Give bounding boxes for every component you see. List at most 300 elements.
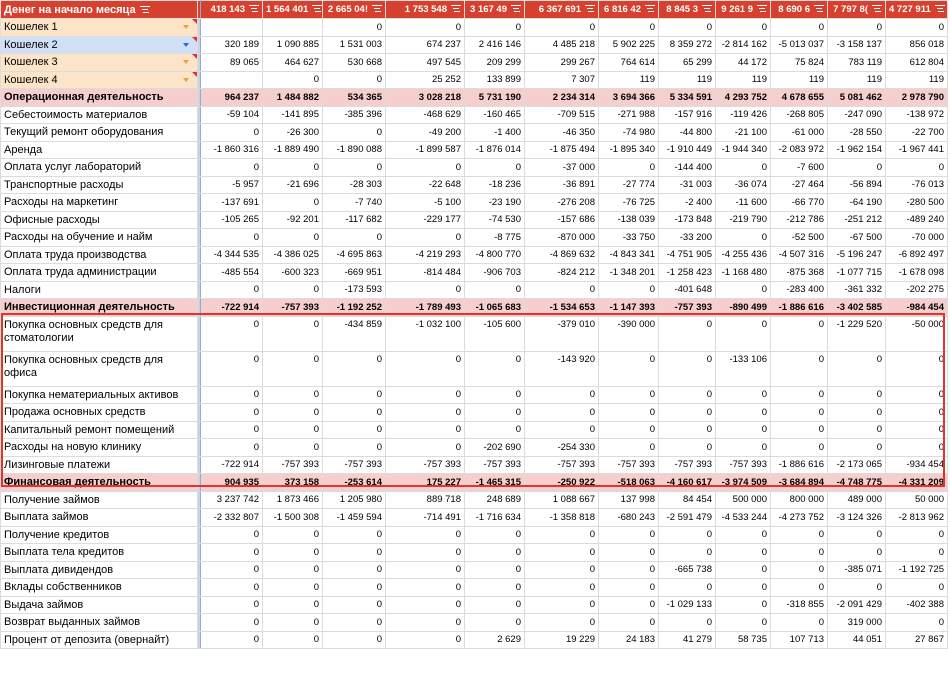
table-cell[interactable]: 0 [323,71,386,89]
table-cell[interactable]: 5 731 190 [465,89,525,107]
table-cell[interactable]: -36 074 [716,176,771,194]
table-cell[interactable]: 0 [386,229,465,247]
table-cell[interactable]: -219 790 [716,211,771,229]
table-cell[interactable]: -4 331 209 [886,474,948,492]
table-cell[interactable]: -1 789 493 [386,299,465,317]
table-cell[interactable]: 856 018 [886,36,948,54]
table-cell[interactable]: 0 [525,561,599,579]
table-cell[interactable]: 0 [323,614,386,632]
table-cell[interactable]: 0 [659,351,716,386]
table-cell[interactable]: -1 716 634 [465,509,525,527]
table-cell[interactable]: 0 [525,19,599,37]
table-cell[interactable]: 84 454 [659,491,716,509]
table-cell[interactable]: 0 [263,439,323,457]
table-cell[interactable]: 0 [525,544,599,562]
table-cell[interactable]: 0 [386,579,465,597]
table-cell[interactable]: 50 000 [886,491,948,509]
table-cell[interactable]: -6 892 497 [886,246,948,264]
table-cell[interactable]: 0 [263,71,323,89]
table-cell[interactable]: -31 003 [659,176,716,194]
table-cell[interactable]: -1 032 100 [386,316,465,351]
table-cell[interactable]: -3 124 326 [828,509,886,527]
table-cell[interactable]: -757 393 [659,456,716,474]
filter-icon[interactable] [372,5,382,13]
table-cell[interactable]: -757 393 [716,456,771,474]
table-cell[interactable]: 0 [323,631,386,649]
table-cell[interactable]: 2 978 790 [886,89,948,107]
table-cell[interactable]: 0 [716,316,771,351]
table-cell[interactable]: 0 [386,281,465,299]
row-label[interactable]: Расходы на обучение и найм [1,229,198,247]
row-label[interactable]: Возврат выданных займов [1,614,198,632]
table-cell[interactable]: -757 393 [323,456,386,474]
table-cell[interactable]: -1 258 423 [659,264,716,282]
table-cell[interactable]: 3 237 742 [201,491,263,509]
table-cell[interactable]: 0 [659,579,716,597]
table-cell[interactable]: -1 500 308 [263,509,323,527]
table-cell[interactable]: 0 [599,579,659,597]
table-cell[interactable]: -105 600 [465,316,525,351]
table-cell[interactable]: 2 234 314 [525,89,599,107]
row-label[interactable]: Расходы на новую клинику [1,439,198,457]
row-label[interactable]: Выплата тела кредитов [1,544,198,562]
table-cell[interactable]: 4 293 752 [716,89,771,107]
table-cell[interactable]: 0 [828,404,886,422]
filter-icon[interactable] [935,5,945,13]
header-balance-cell[interactable] [599,1,659,19]
table-cell[interactable]: 0 [201,316,263,351]
table-cell[interactable]: 0 [659,439,716,457]
table-cell[interactable]: 0 [263,281,323,299]
table-cell[interactable]: 41 279 [659,631,716,649]
table-cell[interactable]: -1 192 725 [886,561,948,579]
table-cell[interactable]: -76 725 [599,194,659,212]
table-cell[interactable]: 319 000 [828,614,886,632]
table-cell[interactable]: 612 804 [886,54,948,72]
table-cell[interactable]: 0 [323,596,386,614]
table-cell[interactable]: -402 388 [886,596,948,614]
table-cell[interactable]: 119 [828,71,886,89]
row-label[interactable]: Текущий ремонт оборудования [1,124,198,142]
table-cell[interactable]: 0 [465,404,525,422]
table-cell[interactable]: 0 [716,19,771,37]
table-cell[interactable]: -52 500 [771,229,828,247]
table-cell[interactable]: -390 000 [599,316,659,351]
wallet-label-cell[interactable] [1,36,198,54]
table-cell[interactable]: 0 [771,404,828,422]
table-cell[interactable]: 0 [886,386,948,404]
row-label[interactable]: Покупка основных средств для офиса [1,351,198,386]
table-cell[interactable]: 373 158 [263,474,323,492]
table-cell[interactable]: -934 454 [886,456,948,474]
table-cell[interactable]: -722 914 [201,299,263,317]
table-cell[interactable]: -2 173 065 [828,456,886,474]
table-cell[interactable]: -173 593 [323,281,386,299]
table-cell[interactable]: -1 065 683 [465,299,525,317]
table-cell[interactable]: 0 [201,386,263,404]
table-cell[interactable]: 0 [599,386,659,404]
table-cell[interactable]: -2 083 972 [771,141,828,159]
table-cell[interactable]: 137 998 [599,491,659,509]
table-cell[interactable]: 0 [263,544,323,562]
table-cell[interactable]: 119 [716,71,771,89]
table-cell[interactable]: 0 [659,19,716,37]
table-cell[interactable]: -229 177 [386,211,465,229]
table-cell[interactable]: -1 147 393 [599,299,659,317]
table-cell[interactable]: 248 689 [465,491,525,509]
table-cell[interactable]: 0 [465,561,525,579]
table-cell[interactable]: 0 [599,596,659,614]
table-cell[interactable]: 0 [716,596,771,614]
table-cell[interactable]: -318 855 [771,596,828,614]
table-cell[interactable]: 0 [771,316,828,351]
table-cell[interactable]: -1 860 316 [201,141,263,159]
table-cell[interactable]: -669 951 [323,264,386,282]
table-cell[interactable]: 0 [386,631,465,649]
table-cell[interactable]: 0 [386,596,465,614]
table-cell[interactable]: -76 013 [886,176,948,194]
table-cell[interactable]: 0 [201,421,263,439]
table-cell[interactable]: -824 212 [525,264,599,282]
table-cell[interactable]: -1 029 133 [659,596,716,614]
table-cell[interactable]: 0 [263,596,323,614]
table-cell[interactable]: -1 678 098 [886,264,948,282]
table-cell[interactable]: 0 [716,229,771,247]
table-cell[interactable]: 0 [828,421,886,439]
table-cell[interactable]: 764 614 [599,54,659,72]
table-cell[interactable]: -33 200 [659,229,716,247]
table-cell[interactable]: 0 [386,421,465,439]
table-cell[interactable]: -22 648 [386,176,465,194]
table-cell[interactable]: 0 [599,561,659,579]
table-cell[interactable]: 0 [323,579,386,597]
table-cell[interactable]: 119 [771,71,828,89]
table-cell[interactable]: 0 [386,19,465,37]
table-cell[interactable]: 0 [525,526,599,544]
table-cell[interactable]: 0 [716,544,771,562]
table-cell[interactable]: -133 106 [716,351,771,386]
table-cell[interactable]: -485 554 [201,264,263,282]
table-cell[interactable]: 119 [599,71,659,89]
table-cell[interactable]: -33 750 [599,229,659,247]
table-cell[interactable]: -105 265 [201,211,263,229]
table-cell[interactable]: 0 [525,281,599,299]
table-cell[interactable]: 4 485 218 [525,36,599,54]
table-cell[interactable]: -49 200 [386,124,465,142]
table-cell[interactable]: 0 [201,404,263,422]
table-cell[interactable]: -1 875 494 [525,141,599,159]
table-cell[interactable]: 44 051 [828,631,886,649]
table-cell[interactable]: -379 010 [525,316,599,351]
table-cell[interactable]: 0 [886,579,948,597]
table-cell[interactable]: -5 957 [201,176,263,194]
table-cell[interactable]: -202 690 [465,439,525,457]
table-cell[interactable]: 107 713 [771,631,828,649]
table-cell[interactable]: -984 454 [886,299,948,317]
table-cell[interactable]: 0 [201,544,263,562]
table-cell[interactable]: -3 402 585 [828,299,886,317]
table-cell[interactable]: -870 000 [525,229,599,247]
row-label[interactable]: Выдача займов [1,596,198,614]
table-cell[interactable]: -28 303 [323,176,386,194]
table-cell[interactable]: 0 [886,404,948,422]
table-cell[interactable]: 0 [771,439,828,457]
table-cell[interactable]: 0 [465,19,525,37]
table-cell[interactable]: -1 886 616 [771,299,828,317]
table-cell[interactable]: 2 416 146 [465,36,525,54]
table-cell[interactable]: -247 090 [828,106,886,124]
table-cell[interactable]: -46 350 [525,124,599,142]
table-cell[interactable]: 0 [599,351,659,386]
table-cell[interactable]: 5 081 462 [828,89,886,107]
row-label[interactable]: Процент от депозита (овернайт) [1,631,198,649]
table-cell[interactable]: -117 682 [323,211,386,229]
table-cell[interactable]: 0 [525,386,599,404]
table-cell[interactable]: 0 [716,386,771,404]
table-cell[interactable]: -4 800 770 [465,246,525,264]
table-cell[interactable]: 7 307 [525,71,599,89]
table-cell[interactable]: 0 [323,19,386,37]
table-cell[interactable]: -757 393 [465,456,525,474]
filter-icon[interactable] [451,5,461,13]
table-cell[interactable]: 0 [716,421,771,439]
table-cell[interactable]: -468 629 [386,106,465,124]
table-cell[interactable]: 0 [771,526,828,544]
row-label[interactable]: Лизинговые платежи [1,456,198,474]
table-cell[interactable]: 0 [201,281,263,299]
table-cell[interactable]: -64 190 [828,194,886,212]
table-cell[interactable]: 0 [659,421,716,439]
row-label[interactable]: Налоги [1,281,198,299]
table-cell[interactable]: 0 [323,404,386,422]
table-cell[interactable]: -3 158 137 [828,36,886,54]
table-cell[interactable]: 0 [716,439,771,457]
table-cell[interactable]: 0 [323,124,386,142]
table-cell[interactable]: 497 545 [386,54,465,72]
table-cell[interactable]: 0 [886,421,948,439]
table-cell[interactable]: 5 334 591 [659,89,716,107]
table-cell[interactable]: -27 464 [771,176,828,194]
table-cell[interactable]: 0 [525,614,599,632]
table-cell[interactable]: -890 499 [716,299,771,317]
table-cell[interactable]: -66 770 [771,194,828,212]
table-cell[interactable]: -28 550 [828,124,886,142]
table-cell[interactable]: 0 [659,526,716,544]
header-balance-cell[interactable] [771,1,828,19]
filter-icon[interactable] [645,5,655,13]
filter-icon[interactable] [814,5,824,13]
table-cell[interactable]: 0 [659,404,716,422]
table-cell[interactable]: -4 386 025 [263,246,323,264]
table-cell[interactable]: 464 627 [263,54,323,72]
table-cell[interactable]: 0 [201,614,263,632]
table-cell[interactable]: 964 237 [201,89,263,107]
table-cell[interactable]: -56 894 [828,176,886,194]
table-cell[interactable]: 0 [201,159,263,177]
table-cell[interactable]: -59 104 [201,106,263,124]
table-cell[interactable]: -401 648 [659,281,716,299]
table-cell[interactable]: 674 237 [386,36,465,54]
table-cell[interactable]: -21 696 [263,176,323,194]
dropdown-arrow-icon[interactable] [183,25,189,29]
table-cell[interactable]: -18 236 [465,176,525,194]
table-cell[interactable]: -119 426 [716,106,771,124]
filter-icon[interactable] [140,6,150,14]
table-cell[interactable]: 0 [386,351,465,386]
row-label[interactable]: Капитальный ремонт помещений [1,421,198,439]
table-cell[interactable]: -434 859 [323,316,386,351]
table-cell[interactable]: 0 [599,526,659,544]
table-cell[interactable]: -8 775 [465,229,525,247]
table-cell[interactable]: -814 484 [386,264,465,282]
table-cell[interactable]: -757 393 [263,299,323,317]
table-cell[interactable]: 0 [716,561,771,579]
table-cell[interactable]: -212 786 [771,211,828,229]
table-cell[interactable]: -1 967 441 [886,141,948,159]
table-cell[interactable]: 0 [465,596,525,614]
table-cell[interactable]: -157 686 [525,211,599,229]
table-cell[interactable]: -5 013 037 [771,36,828,54]
table-cell[interactable]: 0 [263,421,323,439]
header-balance-cell[interactable] [263,1,323,19]
dropdown-arrow-icon[interactable] [183,60,189,64]
table-cell[interactable]: 0 [886,439,948,457]
table-cell[interactable]: 5 902 225 [599,36,659,54]
table-cell[interactable]: 0 [465,159,525,177]
table-cell[interactable]: -251 212 [828,211,886,229]
row-label[interactable]: Аренда [1,141,198,159]
table-cell[interactable]: 0 [201,124,263,142]
table-cell[interactable]: -67 500 [828,229,886,247]
table-cell[interactable]: -250 922 [525,474,599,492]
row-label[interactable]: Получение займов [1,491,198,509]
table-cell[interactable]: 0 [716,614,771,632]
table-cell[interactable]: -3 974 509 [716,474,771,492]
table-cell[interactable]: -906 703 [465,264,525,282]
table-cell[interactable]: -4 160 617 [659,474,716,492]
table-cell[interactable]: 0 [828,526,886,544]
table-cell[interactable]: -4 507 316 [771,246,828,264]
table-cell[interactable]: -1 459 594 [323,509,386,527]
table-cell[interactable]: -361 332 [828,281,886,299]
table-cell[interactable]: -253 614 [323,474,386,492]
filter-icon[interactable] [249,5,259,13]
table-cell[interactable]: -137 691 [201,194,263,212]
table-cell[interactable]: -665 738 [659,561,716,579]
table-cell[interactable]: 0 [771,386,828,404]
row-label[interactable]: Покупка нематериальных активов [1,386,198,404]
table-cell[interactable]: 3 028 218 [386,89,465,107]
table-cell[interactable]: 0 [323,421,386,439]
table-cell[interactable]: 89 065 [201,54,263,72]
table-cell[interactable]: -7 740 [323,194,386,212]
table-cell[interactable]: 1 205 980 [323,491,386,509]
table-cell[interactable]: -757 393 [659,299,716,317]
table-cell[interactable]: -2 591 479 [659,509,716,527]
table-cell[interactable]: 299 267 [525,54,599,72]
table-cell[interactable]: -3 684 894 [771,474,828,492]
table-cell[interactable]: -44 800 [659,124,716,142]
table-cell[interactable]: -385 396 [323,106,386,124]
table-cell[interactable]: 0 [525,596,599,614]
table-cell[interactable]: -144 400 [659,159,716,177]
table-cell[interactable]: -5 196 247 [828,246,886,264]
table-cell[interactable]: -518 063 [599,474,659,492]
table-cell[interactable]: -1 886 616 [771,456,828,474]
table-cell[interactable]: -1 910 449 [659,141,716,159]
table-cell[interactable]: -92 201 [263,211,323,229]
table-cell[interactable] [263,19,323,37]
dropdown-arrow-icon[interactable] [183,78,189,82]
table-cell[interactable]: 0 [263,561,323,579]
table-cell[interactable]: 0 [465,579,525,597]
table-cell[interactable]: -4 344 535 [201,246,263,264]
header-balance-cell[interactable] [828,1,886,19]
row-label[interactable]: Получение кредитов [1,526,198,544]
table-cell[interactable]: 19 229 [525,631,599,649]
table-cell[interactable]: -4 869 632 [525,246,599,264]
row-label[interactable]: Оплата труда администрации [1,264,198,282]
table-cell[interactable]: 0 [599,421,659,439]
table-cell[interactable]: -276 208 [525,194,599,212]
table-cell[interactable]: 0 [323,386,386,404]
table-cell[interactable]: 489 000 [828,491,886,509]
table-cell[interactable]: 0 [828,579,886,597]
table-cell[interactable]: -27 774 [599,176,659,194]
row-label[interactable]: Вклады собственников [1,579,198,597]
table-cell[interactable]: 0 [263,351,323,386]
table-cell[interactable]: 0 [201,351,263,386]
table-cell[interactable]: 0 [886,614,948,632]
filter-icon[interactable] [585,5,595,13]
table-cell[interactable]: -1 895 340 [599,141,659,159]
table-cell[interactable]: 0 [659,614,716,632]
row-label[interactable]: Оплата услуг лабораторий [1,159,198,177]
table-cell[interactable]: 0 [771,421,828,439]
table-cell[interactable]: -61 000 [771,124,828,142]
table-cell[interactable]: 0 [323,229,386,247]
table-cell[interactable]: 175 227 [386,474,465,492]
header-balance-cell[interactable] [201,1,263,19]
table-cell[interactable]: 0 [716,526,771,544]
header-balance-cell[interactable] [525,1,599,19]
table-cell[interactable]: 0 [599,19,659,37]
table-cell[interactable]: 58 735 [716,631,771,649]
table-cell[interactable]: 0 [263,194,323,212]
table-cell[interactable]: -1 465 315 [465,474,525,492]
table-cell[interactable]: 0 [263,386,323,404]
table-cell[interactable]: -714 491 [386,509,465,527]
table-cell[interactable]: -5 100 [386,194,465,212]
table-cell[interactable]: -4 255 436 [716,246,771,264]
table-cell[interactable]: 0 [263,614,323,632]
table-cell[interactable]: -757 393 [599,456,659,474]
table-cell[interactable]: 0 [465,421,525,439]
table-cell[interactable]: 0 [525,404,599,422]
table-cell[interactable]: -280 500 [886,194,948,212]
table-cell[interactable]: 0 [386,544,465,562]
table-cell[interactable]: 0 [323,439,386,457]
table-cell[interactable]: 0 [201,439,263,457]
table-cell[interactable]: -2 813 962 [886,509,948,527]
table-cell[interactable]: 0 [886,159,948,177]
table-cell[interactable]: 783 119 [828,54,886,72]
table-cell[interactable]: -1 168 480 [716,264,771,282]
row-label[interactable]: Покупка основных средств для стоматологии [1,316,198,351]
table-cell[interactable]: -74 980 [599,124,659,142]
table-cell[interactable]: 0 [263,316,323,351]
table-cell[interactable]: 0 [201,579,263,597]
